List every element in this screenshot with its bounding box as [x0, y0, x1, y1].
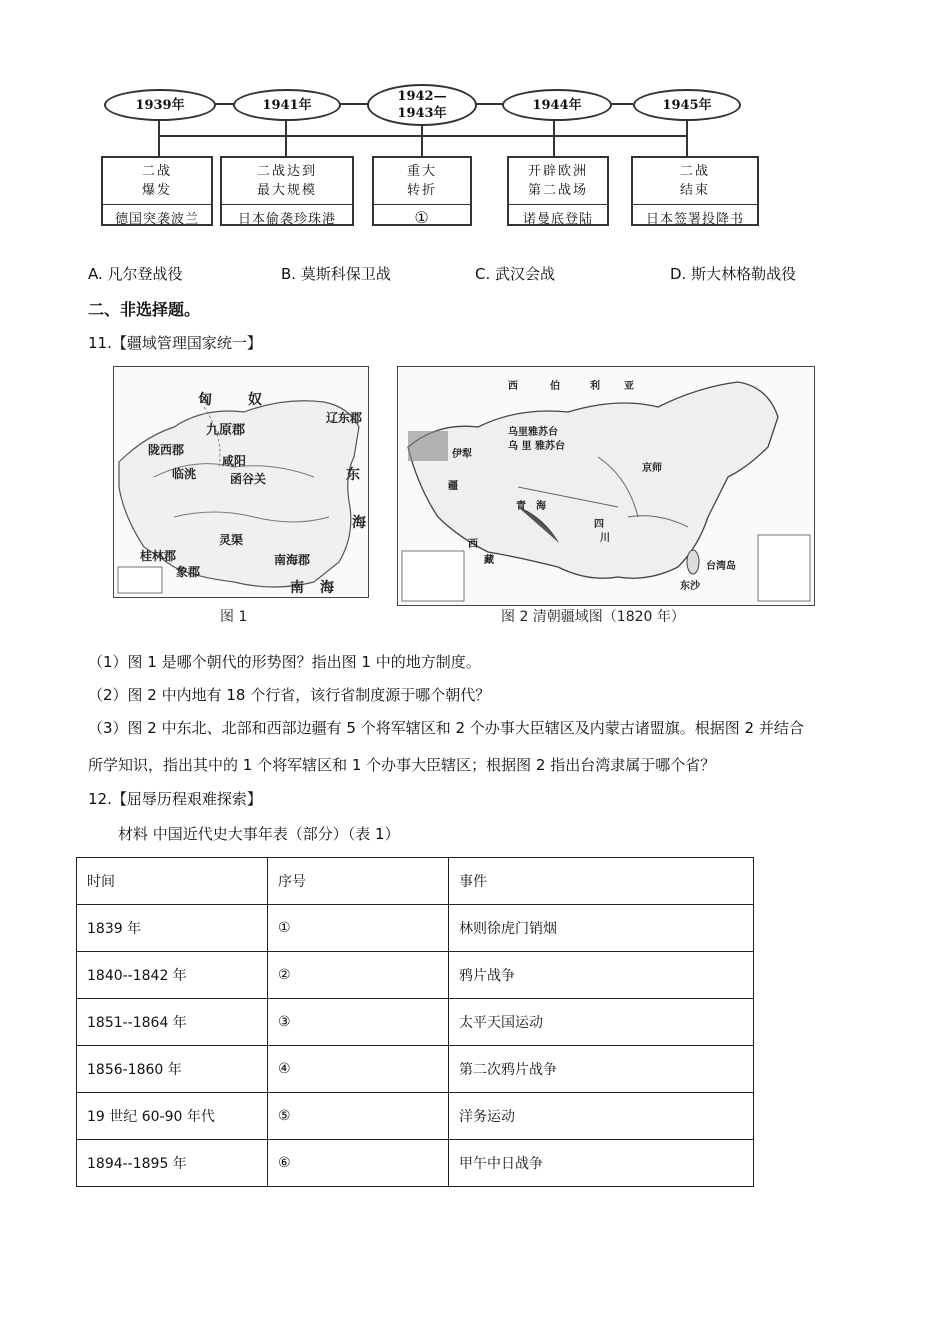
- map2-label: 四: [594, 519, 604, 530]
- map1-label: 象郡: [176, 565, 201, 579]
- map2-label: 京师: [642, 463, 662, 474]
- table-cell: ①: [268, 905, 449, 952]
- table-cell: ③: [268, 999, 449, 1046]
- timeline-box-1945: 二战 结束 日本签署投降书: [631, 156, 759, 226]
- map2-label: 台湾岛: [706, 561, 736, 572]
- table-cell: ②: [268, 952, 449, 999]
- event-table: [76, 857, 754, 1187]
- map2-label: 伊犁: [452, 449, 472, 460]
- map1-label: 桂林郡: [140, 549, 177, 563]
- option-c[interactable]: C. 武汉会战: [475, 265, 556, 283]
- table-header: 事件: [449, 858, 754, 905]
- option-b[interactable]: B. 莫斯科保卫战: [281, 265, 391, 283]
- table-cell: 1840--1842 年: [77, 952, 268, 999]
- q12-title: 12.【屈辱历程艰难探索】: [88, 790, 262, 808]
- timeline-year-1945: 1945年: [633, 89, 741, 121]
- table-cell: 洋务运动: [449, 1093, 754, 1140]
- timeline-box-1939: 二战 爆发 德国突袭波兰: [101, 156, 213, 226]
- table-header: 时间: [77, 858, 268, 905]
- table-cell: 太平天国运动: [449, 999, 754, 1046]
- map2-label: 西: [468, 539, 478, 550]
- map2-outline: [398, 367, 814, 605]
- table-cell: 林则徐虎门销烟: [449, 905, 754, 952]
- map2-label: 东沙: [680, 581, 700, 592]
- table-row: [77, 999, 754, 1046]
- option-a[interactable]: A. 凡尔登战役: [88, 265, 183, 283]
- map1-label: 灵渠: [219, 533, 244, 547]
- table-cell: 1894--1895 年: [77, 1140, 268, 1187]
- timeline-box-1941: 二战达到 最大规模 日本偷袭珍珠港: [220, 156, 354, 226]
- table-cell: 甲午中日战争: [449, 1140, 754, 1187]
- table-header: 序号: [268, 858, 449, 905]
- timeline-box-1944: 开辟欧洲 第二战场 诺曼底登陆: [507, 156, 609, 226]
- table-cell: 1839 年: [77, 905, 268, 952]
- map1-label: 咸阳: [222, 454, 247, 468]
- map1-caption: 图 1: [220, 609, 248, 625]
- q11-subquestion-3b: 所学知识，指出其中的 1 个将军辖区和 1 个办事大臣辖区；根据图 2 指出台湾隶属于哪个省？: [88, 756, 716, 774]
- map2-label: 利: [590, 381, 600, 392]
- map2-label: 伯: [550, 381, 560, 392]
- table-cell: 19 世纪 60-90 年代: [77, 1093, 268, 1140]
- timeline-year-1939: 1939年: [104, 89, 216, 121]
- map1-label: 南海郡: [274, 553, 311, 567]
- table-header-row: [77, 858, 754, 905]
- map1-label: 临洮: [172, 467, 197, 481]
- map1-label: 函谷关: [230, 472, 267, 486]
- map2-label: 青: [516, 501, 526, 512]
- map2-label: 亚: [624, 381, 634, 392]
- table-row: [77, 1093, 754, 1140]
- q12-material: 材料 中国近代史大事年表（部分）（表 1）: [118, 825, 400, 843]
- q11-subquestion-1: （1）图 1 是哪个朝代的形势图？指出图 1 中的地方制度。: [88, 653, 481, 671]
- timeline-box-1942: 重大 转折 ①: [372, 156, 472, 226]
- map1-label: 匈: [198, 392, 212, 408]
- map2-label: 疆: [448, 481, 458, 492]
- q11-subquestion-2: （2）图 2 中内地有 18 个行省，该行省制度源于哪个朝代？: [88, 686, 491, 704]
- q11-subquestion-3a: （3）图 2 中东北、北部和西部边疆有 5 个将军辖区和 2 个办事大臣辖区及内蒙古诸盟旗。根据图 2 并结合: [88, 719, 804, 737]
- table-cell: 鸦片战争: [449, 952, 754, 999]
- q11-title: 11.【疆域管理国家统一】: [88, 334, 262, 352]
- map1-label: 海: [320, 580, 334, 596]
- map2-label: 藏: [484, 555, 494, 566]
- map2-label: 西: [508, 381, 518, 392]
- timeline-year-1941: 1941年: [233, 89, 341, 121]
- timeline-year-1942: 1942— 1943年: [367, 84, 477, 126]
- table-row: [77, 1140, 754, 1187]
- map2-label: 海: [536, 501, 546, 512]
- map1-label: 海: [352, 515, 366, 531]
- table-cell: ⑤: [268, 1093, 449, 1140]
- map-qin-dynasty: [113, 366, 369, 598]
- table-row: [77, 1046, 754, 1093]
- map2-caption: 图 2 清朝疆域图（1820 年）: [501, 609, 685, 625]
- table-row: [77, 952, 754, 999]
- map-qing-territory: [397, 366, 815, 606]
- table-cell: ⑥: [268, 1140, 449, 1187]
- map2-label: 川: [600, 533, 610, 544]
- table-cell: 1851--1864 年: [77, 999, 268, 1046]
- timeline-year-1944: 1944年: [502, 89, 612, 121]
- table-cell: 1856-1860 年: [77, 1046, 268, 1093]
- map1-label: 九原郡: [206, 423, 246, 438]
- table-cell: ④: [268, 1046, 449, 1093]
- map1-label: 南: [290, 580, 304, 596]
- map1-label: 奴: [248, 392, 262, 408]
- map2-label: 乌 里 雅苏台: [508, 441, 565, 452]
- map1-label: 陇西郡: [148, 443, 185, 457]
- map1-label: 辽东郡: [326, 411, 363, 425]
- table-row: [77, 905, 754, 952]
- map1-label: 东: [346, 467, 360, 483]
- map2-label: 乌里雅苏台: [508, 427, 558, 438]
- option-d[interactable]: D. 斯大林格勒战役: [670, 265, 797, 283]
- table-cell: 第二次鸦片战争: [449, 1046, 754, 1093]
- section-title: 二、非选择题。: [88, 300, 201, 319]
